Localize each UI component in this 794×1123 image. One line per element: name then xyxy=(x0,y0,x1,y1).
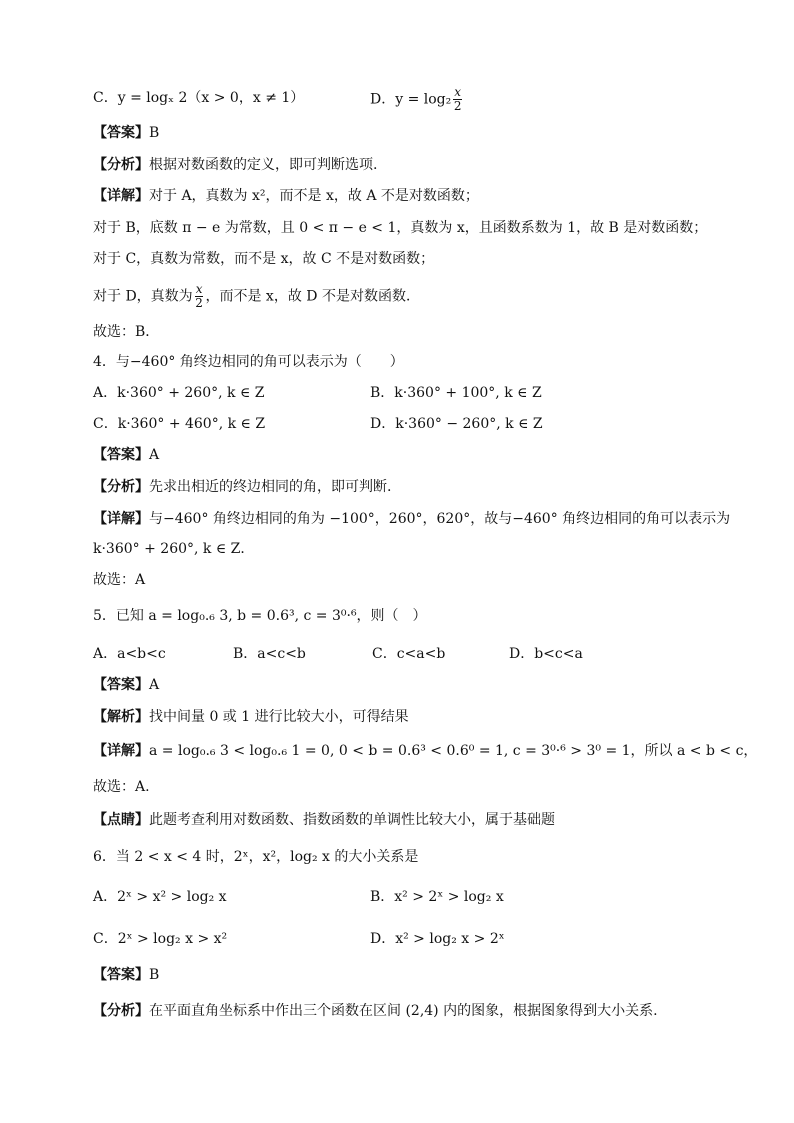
q3-detail-4-denominator: 2 xyxy=(195,296,203,310)
q4-detail-text-1: 与−460° 角终边相同的角为 −100°，260°，620°，故与−460° 角终边相同的角可以表示为 xyxy=(149,511,731,527)
q3-answer xyxy=(93,123,159,143)
q6-answer-value: B xyxy=(149,967,160,983)
q5-comment xyxy=(93,810,555,830)
q4-analysis xyxy=(93,477,391,497)
q3-answer-tag: 【答案】 xyxy=(93,125,149,141)
q3-option-d xyxy=(370,86,464,113)
q4-option-c: C．k·360° + 460°, k ∈ Z xyxy=(93,416,266,432)
q5-analysis-text: 找中间量 0 或 1 进行比较大小，可得结果 xyxy=(149,709,409,725)
q5-detail-tag: 【详解】 xyxy=(93,743,149,759)
q3-detail-4-fraction xyxy=(195,283,204,310)
q6-option-d: D．x² > log₂ x > 2ˣ xyxy=(370,931,505,947)
q4-detail-line-1 xyxy=(93,509,730,529)
q5-detail-text: a = log₀.₆ 3 < log₀.₆ 1 = 0, 0 < b = 0.6³ < 0.6⁰ = 1, c = 3⁰·⁶ > 3⁰ = 1，所以 a < b < c， xyxy=(149,743,758,759)
q4-stem: 4．与−460° 角终边相同的角可以表示为（ ） xyxy=(93,354,404,370)
q5-option-b: B．a<c<b xyxy=(233,646,306,662)
q3-choice: 故选：B． xyxy=(93,324,160,340)
q3-option-d-prefix: D．y = log₂ xyxy=(370,91,452,108)
q3-analysis-text: 根据对数函数的定义，即可判断选项. xyxy=(149,157,378,173)
q5-option-c: C．c<a<b xyxy=(372,646,446,662)
q4-option-b: B．k·360° + 100°, k ∈ Z xyxy=(370,385,542,401)
q6-answer-tag: 【答案】 xyxy=(93,967,149,983)
q3-answer-value: B xyxy=(149,125,160,141)
q5-answer-value: A xyxy=(149,677,160,693)
q6-answer xyxy=(93,965,159,985)
q3-detail-4-suffix: ，而不是 x，故 D 不是对数函数． xyxy=(205,288,420,305)
q4-detail-line-2: k·360° + 260°, k ∈ Z． xyxy=(93,541,255,557)
q4-answer-value: A xyxy=(149,447,160,463)
q5-option-a: A．a<b<c xyxy=(93,646,166,662)
q3-detail-4-numerator: x xyxy=(195,282,203,296)
q6-analysis-tag: 【分析】 xyxy=(93,1003,149,1019)
q5-comment-tag: 【点睛】 xyxy=(93,812,149,828)
q3-option-d-fraction xyxy=(453,86,462,113)
q3-detail-line-3: 对于 C，真数为常数，而不是 x，故 C 不是对数函数； xyxy=(93,251,435,267)
q3-detail-line-4 xyxy=(93,283,420,310)
q3-analysis xyxy=(93,155,377,175)
q5-analysis xyxy=(93,707,409,727)
q4-answer-tag: 【答案】 xyxy=(93,447,149,463)
q4-choice: 故选：A xyxy=(93,572,146,588)
q4-option-a: A．k·360° + 260°, k ∈ Z xyxy=(93,385,265,401)
q4-option-d: D．k·360° − 260°, k ∈ Z xyxy=(370,416,543,432)
q5-analysis-tag: 【解析】 xyxy=(93,709,149,725)
q3-option-d-denominator: 2 xyxy=(453,99,462,113)
q4-analysis-tag: 【分析】 xyxy=(93,479,149,495)
q4-answer xyxy=(93,445,159,465)
q6-analysis-text: 在平面直角坐标系中作出三个函数在区间 (2,4) 内的图象，根据图象得到大小关系. xyxy=(149,1003,658,1019)
q6-stem: 6．当 2 < x < 4 时，2ˣ，x²，log₂ x 的大小关系是 xyxy=(93,849,419,865)
q3-detail-text-1: 对于 A，真数为 x²，而不是 x，故 A 不是对数函数； xyxy=(149,188,479,204)
q5-option-d: D．b<c<a xyxy=(509,646,583,662)
q3-detail-4-prefix: 对于 D，真数为 xyxy=(93,288,193,305)
q5-detail xyxy=(93,741,757,761)
q6-option-b: B．x² > 2ˣ > log₂ x xyxy=(370,889,504,905)
q3-option-c: C．y = logₓ 2（x > 0，x ≠ 1） xyxy=(93,90,305,106)
q4-detail-tag: 【详解】 xyxy=(93,511,149,527)
q5-answer-tag: 【答案】 xyxy=(93,677,149,693)
q4-analysis-text: 先求出相近的终边相同的角，即可判断. xyxy=(149,479,392,495)
q6-option-c: C．2ˣ > log₂ x > x² xyxy=(93,931,228,947)
q3-option-d-numerator: x xyxy=(454,85,462,99)
q6-option-a: A．2ˣ > x² > log₂ x xyxy=(93,889,227,905)
q6-analysis xyxy=(93,1001,658,1021)
q5-choice: 故选：A. xyxy=(93,779,150,795)
q5-comment-text: 此题考查利用对数函数、指数函数的单调性比较大小，属于基础题 xyxy=(149,812,555,828)
q3-detail-tag: 【详解】 xyxy=(93,188,149,204)
q5-stem: 5．已知 a = log₀.₆ 3, b = 0.6³, c = 3⁰·⁶，则（ ） xyxy=(93,608,427,624)
q3-analysis-tag: 【分析】 xyxy=(93,157,149,173)
q3-detail-line-1 xyxy=(93,186,479,206)
q5-answer xyxy=(93,675,159,695)
q3-detail-line-2: 对于 B，底数 π − e 为常数，且 0 < π − e < 1，真数为 x，且函数系数为 1，故 B 是对数函数； xyxy=(93,220,708,236)
